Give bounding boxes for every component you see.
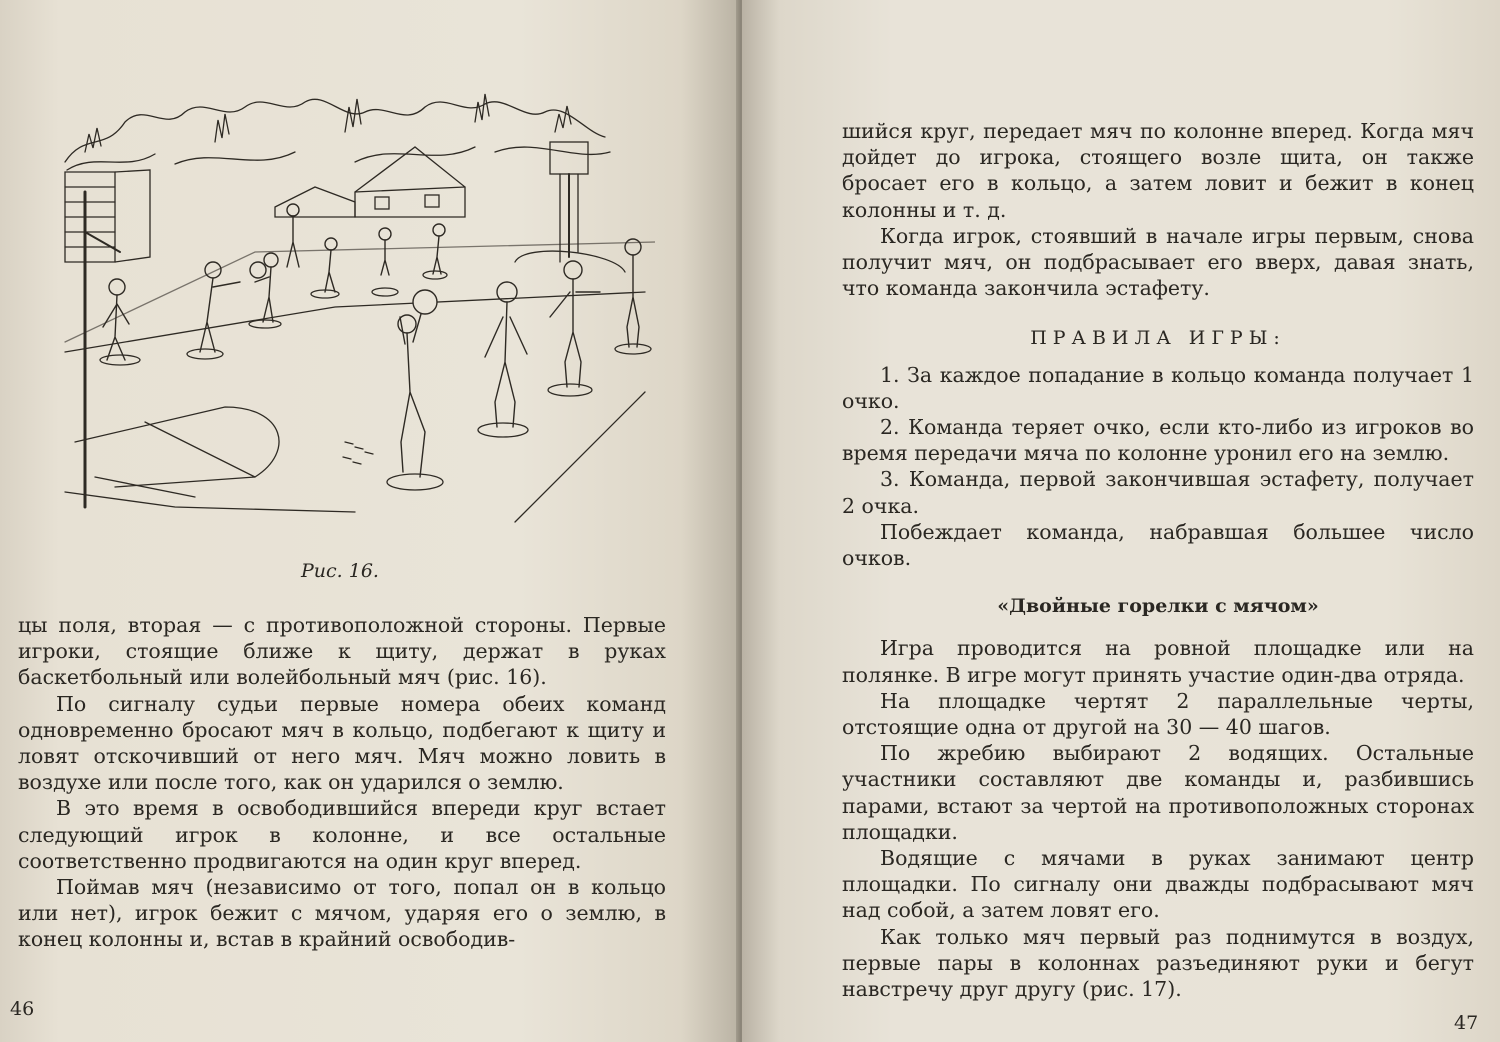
left-page <box>0 0 740 1042</box>
figure-caption: Рис. 16. <box>301 560 379 582</box>
basketball-illustration <box>55 92 655 552</box>
game-title: «Двойные горелки с мячом» <box>997 595 1319 618</box>
paragraph: шийся круг, передает мяч по колонне вперед. Когда мяч дойдет до игрока, стоящего возле щита, он также бросает его в кольцо, а затем ловит и бежит в конец колонны и т. д. <box>842 119 1474 222</box>
paragraph: Игра проводится на ровной площадке или на полянке. В игре могут принять участие один-два отряда. <box>842 636 1474 687</box>
rule-item: 2. Команда теряет очко, если кто-либо из игроков во время передачи мяча по колонне уронил его на землю. <box>842 415 1474 466</box>
page-number-right: 47 <box>1454 1012 1479 1034</box>
paragraph: На площадке чертят 2 параллельные черты, отстоящие одна от другой на 30 — 40 шагов. <box>842 688 1474 740</box>
rule-item: Побеждает команда, набравшая большее число очков. <box>842 519 1474 571</box>
paragraph: цы поля, вторая — с противоположной стороны. Первые игроки, стоящие ближе к щиту, держат в руках баскетбольный или волейбольный мяч (рис. 16). <box>18 613 666 690</box>
right-page-text <box>842 118 1474 1002</box>
paragraph: В это время в освободившийся впереди круг встает следующий игрок в колонне, и все остальные соответственно продвигаются на один круг вперед. <box>18 796 666 873</box>
rule-item: 3. Команда, первой закончившая эстафету, получает 2 очка. <box>842 467 1474 518</box>
paragraph: Водящие с мячами в руках занимают центр площадки. По сигналу они дважды подбрасывают мяч над собой, а затем ловят его. <box>842 846 1474 923</box>
page-number-left: 46 <box>10 998 35 1020</box>
rules-heading: ПРАВИЛА ИГРЫ: <box>1030 327 1286 350</box>
right-page <box>742 0 1500 1042</box>
paragraph: Как только мяч первый раз поднимутся в воздух, первые пары в колоннах разъединяют руки и бегут навстречу друг другу (рис. 17). <box>842 924 1474 1002</box>
paragraph: По сигналу судьи первые номера обеих команд одновременно бросают мяч в кольцо, подбегают к щиту и ловят отскочивший от него мяч. Мяч можно ловить в воздухе или после того, как он ударился о землю. <box>18 691 666 795</box>
left-page-text <box>18 612 666 953</box>
rule-item: 1. За каждое попадание в кольцо команда получает 1 очко. <box>842 362 1474 413</box>
paragraph: По жребию выбирают 2 водящих. Остальные участники составляют две команды и, разбившись парами, встают за чертой на противоположных сторонах площадки. <box>842 741 1474 844</box>
paragraph: Поймав мяч (независимо от того, попал он в кольцо или нет), игрок бежит с мячом, ударяя его о землю, в конец колонны и, встав в крайний освободив- <box>18 875 666 952</box>
paragraph: Когда игрок, стоявший в начале игры первым, снова получит мяч, он подбрасывает его вверх, давая знать, что команда закончила эстафету. <box>842 223 1474 301</box>
